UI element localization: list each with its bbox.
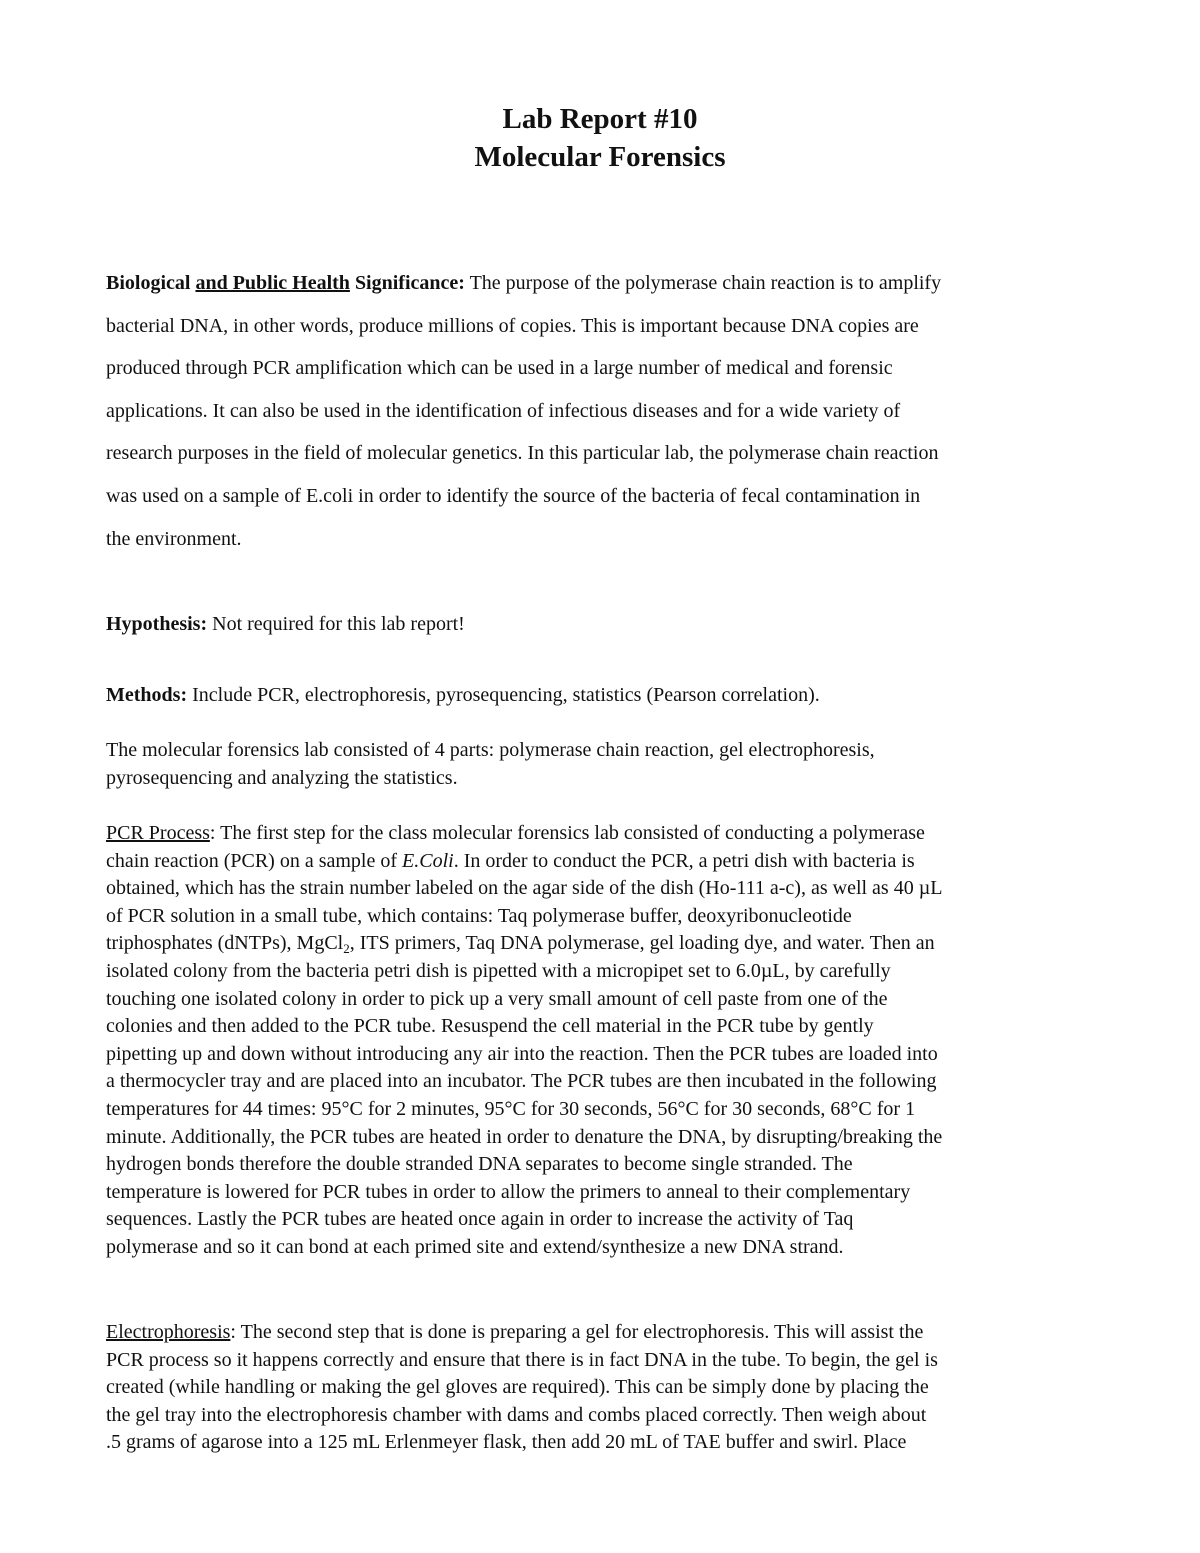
- electrophoresis-line: the gel tray into the electrophoresis chamber with dams and combs placed correctly. Then weigh about: [106, 1403, 927, 1426]
- hypothesis-text: Not required for this lab report!: [207, 613, 465, 635]
- significance-line: was used on a sample of E.coli in order to identify the source of the bacteria of fecal contamination in: [106, 484, 921, 507]
- pcr-line: hydrogen bonds therefore the double stranded DNA separates to become single stranded. The: [106, 1153, 853, 1176]
- pcr-line: obtained, which has the strain number labeled on the agar side of the dish (Ho-111 a-c), as well as 40 µL: [106, 877, 943, 900]
- report-title: [0, 100, 1200, 176]
- electrophoresis-section: [106, 1319, 1096, 1457]
- methods-line: [106, 682, 1096, 710]
- electrophoresis-line: PCR process so it happens correctly and ensure that there is in fact DNA in the tube. To begin, the gel is: [106, 1348, 938, 1371]
- methods-intro-line: The molecular forensics lab consisted of 4 parts: polymerase chain reaction, gel electrophoresis,: [106, 739, 875, 761]
- hypothesis-label: Hypothesis:: [106, 613, 208, 635]
- pcr-line: temperatures for 44 times: 95°C for 2 minutes, 95°C for 30 seconds, 56°C for 30 seconds, 68°C for 1: [106, 1097, 916, 1120]
- electrophoresis-line: .5 grams of agarose into a 125 mL Erlenmeyer flask, then add 20 mL of TAE buffer and swirl. Place: [106, 1431, 907, 1454]
- pcr-line: [106, 848, 1096, 876]
- significance-line: the environment.: [106, 527, 242, 550]
- subscript-2: 2: [343, 941, 350, 957]
- significance-heading-part-1: Biological: [106, 272, 196, 294]
- significance-text: The purpose of the polymerase chain reaction is to amplify: [464, 272, 942, 294]
- pcr-line: isolated colony from the bacteria petri dish is pipetted with a micropipet set to 6.0µL, by carefully: [106, 959, 891, 982]
- pcr-line: of PCR solution in a small tube, which contains: Taq polymerase buffer, deoxyribonucleotide: [106, 904, 852, 927]
- pcr-line: pipetting up and down without introducing any air into the reaction. Then the PCR tubes are loaded into: [106, 1042, 938, 1065]
- hypothesis-line: [106, 611, 1096, 639]
- significance-line: [106, 269, 1096, 312]
- pcr-text: : The first step for the class molecular forensics lab consisted of conducting a polymerase: [209, 822, 925, 844]
- pcr-text: . In order to conduct the PCR, a petri dish with bacteria is: [453, 849, 915, 872]
- electrophoresis-line: [106, 1319, 1096, 1347]
- pcr-text: triphosphates (dNTPs), MgCl: [106, 932, 344, 955]
- electrophoresis-line: created (while handling or making the gel gloves are required). This can be simply done by placing the: [106, 1376, 929, 1399]
- pcr-line: [106, 930, 1096, 958]
- pcr-line: polymerase and so it can bond at each primed site and extend/synthesize a new DNA strand.: [106, 1235, 844, 1258]
- pcr-line: [106, 820, 1096, 848]
- significance-section: [106, 269, 1096, 567]
- methods-intro: [106, 737, 1096, 792]
- pcr-line: minute. Additionally, the PCR tubes are heated in order to denature the DNA, by disrupting/breaking the: [106, 1125, 943, 1148]
- electrophoresis-heading: Electrophoresis: [106, 1321, 231, 1343]
- pcr-line: colonies and then added to the PCR tube. Resuspend the cell material in the PCR tube by gently: [106, 1015, 874, 1038]
- methods-text: Include PCR, electrophoresis, pyrosequencing, statistics (Pearson correlation).: [187, 684, 820, 706]
- pcr-line: temperature is lowered for PCR tubes in order to allow the primers to anneal to their complementary: [106, 1180, 911, 1203]
- pcr-line: touching one isolated colony in order to pick up a very small amount of cell paste from one of the: [106, 987, 888, 1010]
- pcr-heading: PCR Process: [106, 822, 210, 844]
- significance-heading-part-3: Significance:: [349, 272, 465, 294]
- significance-line: applications. It can also be used in the identification of infectious diseases and for a wide variety of: [106, 399, 901, 422]
- methods-label: Methods:: [106, 684, 188, 706]
- pcr-line: sequences. Lastly the PCR tubes are heated once again in order to increase the activity of Taq: [106, 1208, 854, 1231]
- electrophoresis-text: : The second step that is done is preparing a gel for electrophoresis. This will assist the: [230, 1321, 924, 1343]
- ecoli-italic: E.Coli: [402, 849, 454, 872]
- pcr-text: , ITS primers, Taq DNA polymerase, gel loading dye, and water. Then an: [349, 932, 935, 955]
- pcr-text: chain reaction (PCR) on a sample of: [106, 849, 403, 872]
- significance-line: produced through PCR amplification which can be used in a large number of medical and forensic: [106, 357, 893, 380]
- hypothesis-section: [106, 611, 1096, 639]
- significance-heading-part-2: and Public Health: [195, 272, 350, 294]
- pcr-section: [106, 820, 1096, 1262]
- significance-line: research purposes in the field of molecular genetics. In this particular lab, the polymerase chain reaction: [106, 442, 939, 465]
- significance-line: bacterial DNA, in other words, produce millions of copies. This is important because DNA copies are: [106, 314, 919, 337]
- title-line-1: Lab Report #10: [502, 103, 698, 135]
- title-line-2: Molecular Forensics: [474, 141, 726, 173]
- methods-intro-line: pyrosequencing and analyzing the statistics.: [106, 766, 458, 789]
- pcr-line: a thermocycler tray and are placed into an incubator. The PCR tubes are then incubated in the following: [106, 1070, 937, 1093]
- methods-section: [106, 682, 1096, 710]
